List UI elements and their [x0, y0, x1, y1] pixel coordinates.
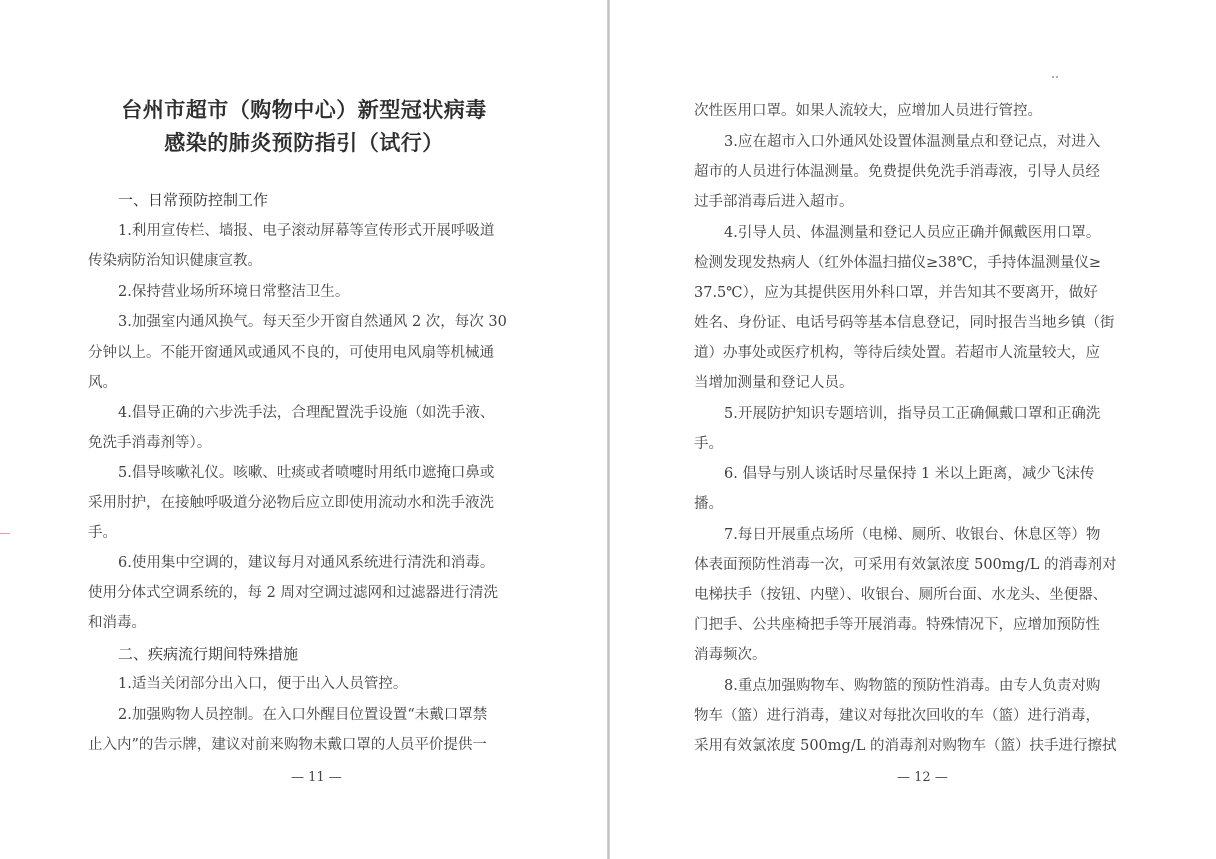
scan-speck	[1052, 76, 1054, 78]
paragraph-line: 3.加强室内通风换气。每天至少开窗自然通风 2 次，每次 30	[118, 314, 507, 330]
paragraph-line: 6.使用集中空调的，建议每月对通风系统进行清洗和消毒。	[118, 555, 495, 571]
document-title-line2: 感染的肺炎预防指引（试行）	[164, 130, 444, 155]
paragraph-line: 分钟以上。不能开窗通风或通风不良的，可使用电风扇等机械通	[88, 345, 494, 361]
paragraph-line: 采用有效氯浓度 500mg/L 的消毒剂对购物车（篮）扶手进行擦拭	[694, 738, 1117, 754]
paragraph-line: 3.应在超市入口外通风处设置体温测量点和登记点，对进入	[724, 134, 1101, 150]
paragraph-line: 使用分体式空调系统的，每 2 周对空调过滤网和过滤器进行清洗	[88, 585, 498, 601]
paragraph-line: 2.保持营业场所环境日常整洁卫生。	[118, 284, 350, 300]
paragraph-line: 风。	[88, 375, 117, 391]
paragraph-line: 免洗手消毒剂等）。	[88, 435, 212, 451]
paragraph-line: 超市的人员进行体温测量。免费提供免洗手消毒液，引导人员经	[694, 164, 1100, 180]
paragraph-line: 消毒频次。	[694, 647, 767, 663]
margin-mark	[0, 533, 10, 534]
paragraph-line: 检测发现发热病人（红外体温扫描仪≥38℃，手持体温测量仪≥	[694, 255, 1101, 271]
paragraph-line: 5.倡导咳嗽礼仪。咳嗽、吐痰或者喷嚏时用纸巾遮掩口鼻或	[118, 465, 495, 481]
paragraph-line: 手。	[88, 525, 117, 541]
paragraph-line: 播。	[694, 496, 723, 512]
section-heading-2: 二、疾病流行期间特殊措施	[118, 645, 299, 663]
document-title-line1: 台州市超市（购物中心）新型冠状病毒	[121, 97, 487, 122]
paragraph-line: 37.5℃），应为其提供医用外科口罩，并告知其不要离开，做好	[694, 285, 1098, 301]
page-number: — 11 —	[291, 770, 342, 785]
paragraph-line: 7.每日开展重点场所（电梯、厕所、收银台、休息区等）物	[724, 527, 1101, 543]
paragraph-line: 止入内”的告示牌，建议对前来购物未戴口罩的人员平价提供一	[88, 737, 487, 753]
paragraph-line: 6. 倡导与别人谈话时尽量保持 1 米以上距离，减少飞沫传	[724, 466, 1095, 482]
page-number: — 12 —	[897, 770, 948, 785]
paragraph-line: 4.引导人员、体温测量和登记人员应正确并佩戴医用口罩。	[724, 225, 1101, 241]
paragraph-line: 次性医用口罩。如果人流较大，应增加人员进行管控。	[694, 103, 1042, 119]
paragraph-line: 过手部消毒后进入超市。	[694, 194, 854, 210]
paragraph-line: 8.重点加强购物车、购物篮的预防性消毒。由专人负责对购	[724, 678, 1101, 694]
paragraph-line: 电梯扶手（按钮、内壁）、收银台、厕所台面、水龙头、坐便器、	[694, 587, 1108, 603]
scan-speck	[1056, 76, 1058, 78]
paragraph-line: 手。	[694, 436, 723, 452]
paragraph-line: 4.倡导正确的六步洗手法，合理配置洗手设施（如洗手液、	[118, 405, 495, 421]
paragraph-line: 1.利用宣传栏、墙报、电子滚动屏幕等宣传形式开展呼吸道	[118, 223, 495, 239]
paragraph-line: 1.适当关闭部分出入口，便于出入人员管控。	[118, 676, 408, 692]
paragraph-line: 道）办事处或医疗机构，等待后续处置。若超市人流量较大，应	[694, 345, 1100, 361]
paragraph-line: 采用肘护，在接触呼吸道分泌物后应立即使用流动水和洗手液洗	[88, 495, 494, 511]
paragraph-line: 当增加测量和登记人员。	[694, 375, 854, 391]
paragraph-line: 门把手、公共座椅把手等开展消毒。特殊情况下，应增加预防性	[694, 617, 1100, 633]
paragraph-line: 体表面预防性消毒一次，可采用有效氯浓度 500mg/L 的消毒剂对	[694, 557, 1117, 573]
paragraph-line: 2.加强购物人员控制。在入口外醒目位置设置“未戴口罩禁	[118, 707, 488, 723]
paragraph-line: 传染病防治知识健康宣教。	[88, 253, 262, 269]
section-heading-1: 一、日常预防控制工作	[118, 191, 269, 209]
paragraph-line: 姓名、身份证、电话号码等基本信息登记，同时报告当地乡镇（街	[694, 315, 1115, 331]
paragraph-line: 5.开展防护知识专题培训，指导员工正确佩戴口罩和正确洗	[724, 406, 1101, 422]
paragraph-line: 物车（篮）进行消毒，建议对每批次回收的车（篮）进行消毒，	[694, 708, 1100, 724]
right-page	[610, 0, 1216, 859]
paragraph-line: 和消毒。	[88, 615, 146, 631]
